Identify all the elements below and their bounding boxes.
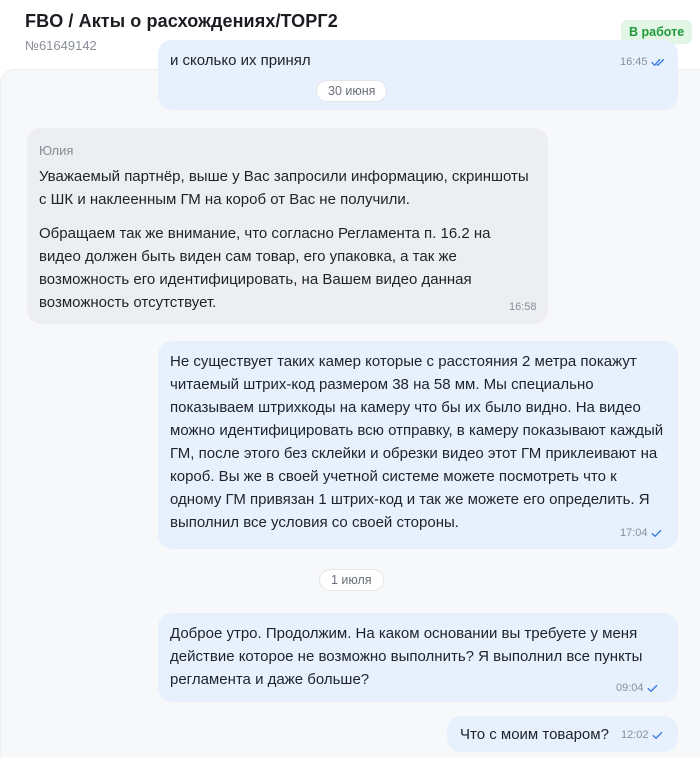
check-icon [647, 684, 658, 693]
message-time: 16:58 [509, 301, 537, 313]
message-time: 17:04 [620, 527, 648, 539]
status-badge: В работе [621, 20, 692, 44]
page-title: FBO / Акты о расхождениях/ТОРГ2 [25, 11, 338, 31]
chat-thread[interactable] [0, 52, 700, 757]
message-meta [620, 56, 665, 68]
date-separator: 1 июля [319, 569, 384, 591]
message-incoming [27, 128, 548, 324]
message-meta [621, 729, 663, 741]
message-time: 09:04 [616, 682, 644, 694]
message-time: 16:45 [620, 56, 648, 68]
message-text: Доброе утро. Продолжим. На каком основании вы требуете у меня действие которое не возможно выполнить? Я выполнил все пункты регламента и даже больше? [170, 625, 643, 688]
message-text: Что с моим товаром? [460, 726, 609, 743]
date-separator: 30 июня [316, 80, 387, 102]
message-paragraph: Уважаемый партнёр, выше у Вас запросили информацию, скриншоты с ШК и наклеенным ГМ на короб от Вас не получили. [39, 168, 529, 208]
message-outgoing [447, 716, 678, 752]
message-outgoing [158, 613, 678, 702]
double-check-icon [651, 58, 665, 67]
message-meta [616, 682, 658, 694]
message-author: Юлия [39, 143, 74, 158]
message-outgoing [158, 40, 678, 110]
check-icon [651, 529, 662, 538]
message-meta [620, 527, 662, 539]
message-text: и сколько их принял [170, 52, 311, 69]
message-outgoing [158, 341, 678, 549]
message-text: Не существует таких камер которые с расстояния 2 метра покажут читаемый штрих-код размером 38 на 58 мм. Мы специально показываем штрихкоды на камеру что бы их было видно. На видео можно идентифицировать всю отправку, в камеру показывают каждый ГМ, после этого без склейки и обрезки видео этот ГМ приклеивают на короб. Вы же в своей учетной системе можете посмотреть что к одному ГМ привязан 1 штрих-код и так же можете его определить. Я выполнил все условия со своей стороны. [170, 353, 664, 531]
check-icon [652, 731, 663, 740]
message-time: 12:02 [621, 729, 649, 741]
ticket-number: №61649142 [25, 38, 97, 53]
message-paragraph: Обращаем так же внимание, что согласно Регламента п. 16.2 на видео должен быть виден сам товар, его упаковка, а так же возможность его идентифицировать, на Вашем видео данная возможность отсутствует. [39, 225, 491, 311]
